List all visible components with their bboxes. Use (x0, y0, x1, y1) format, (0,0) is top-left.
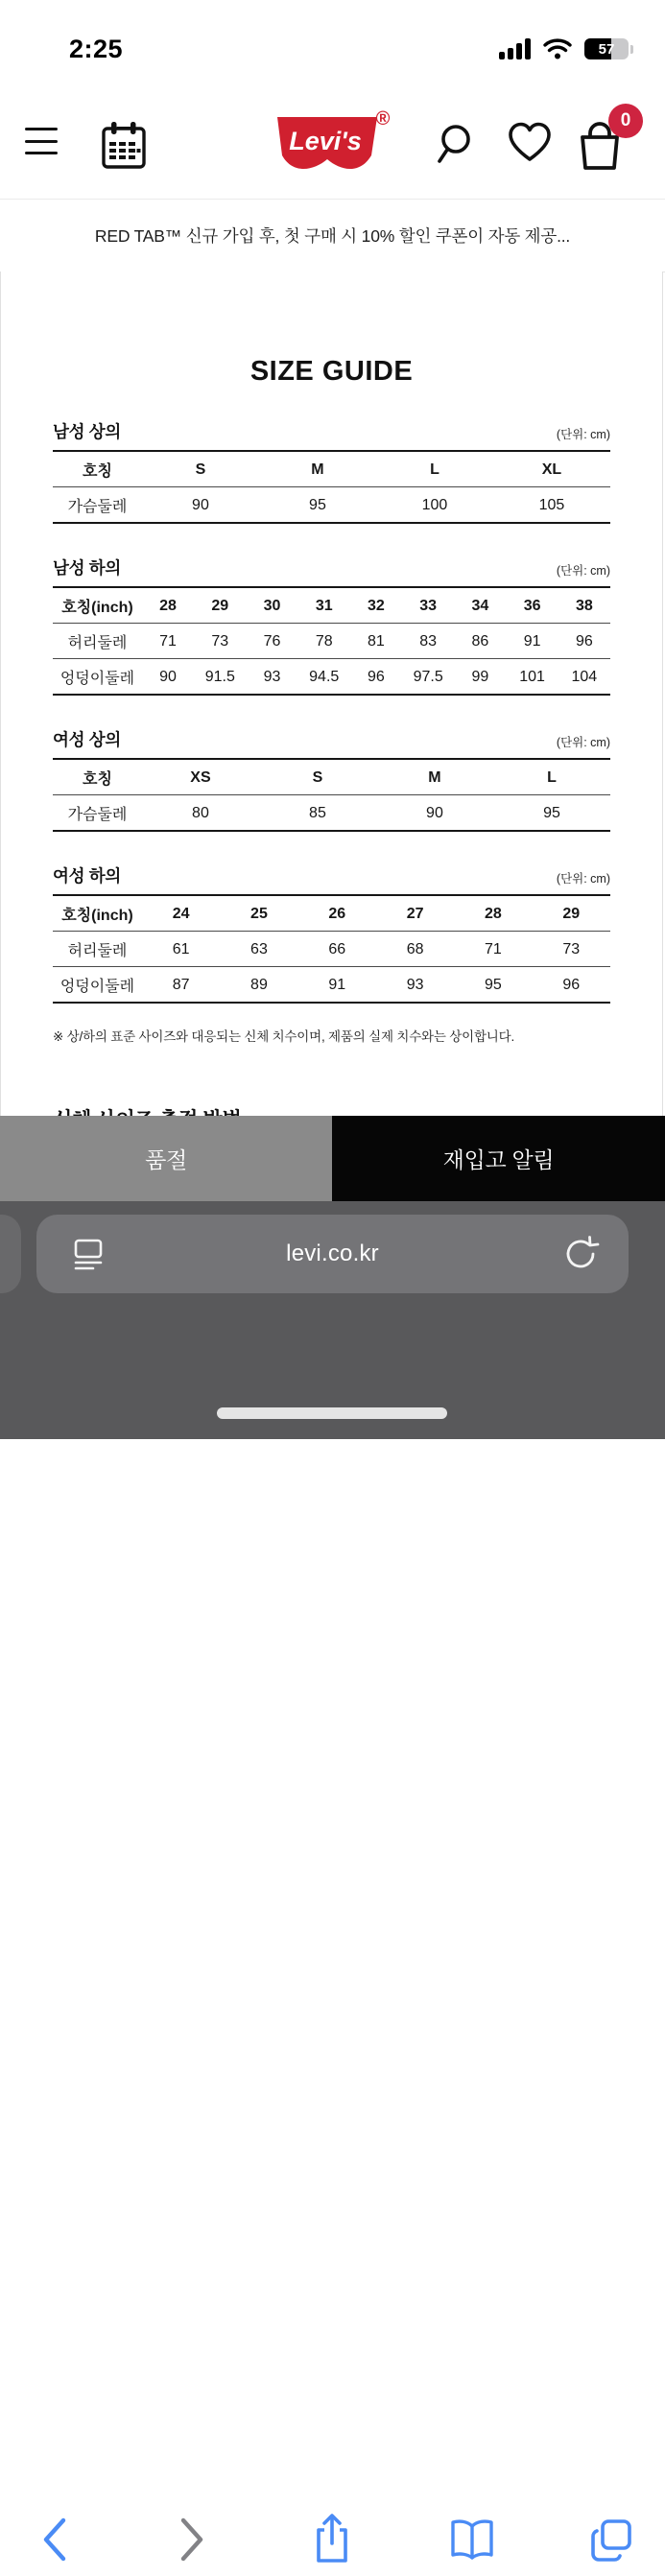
value-cell: 28 (485, 905, 502, 922)
table-row (53, 487, 610, 524)
back-icon[interactable] (32, 2509, 78, 2570)
value-cell: XL (541, 461, 562, 478)
value-cell: 63 (220, 932, 297, 967)
tabs-icon[interactable] (588, 2509, 634, 2570)
row-label-cell: 허리둘레 (53, 624, 142, 659)
value-cell: 94.5 (298, 659, 350, 696)
sold-out-button[interactable]: 품절 (0, 1116, 332, 1201)
value-cell: 86 (454, 624, 506, 659)
value-cell: 95 (259, 487, 376, 524)
value-cell: 104 (558, 659, 610, 696)
value-cell: 101 (506, 659, 558, 696)
mens-bottoms-table (53, 586, 610, 696)
value-cell: 90 (142, 487, 259, 524)
table-row (53, 967, 610, 1004)
value-cell: 71 (454, 932, 532, 967)
restock-alert-button[interactable]: 재입고 알림 (332, 1116, 665, 1201)
home-indicator[interactable] (217, 1407, 447, 1419)
value-cell: 99 (454, 659, 506, 696)
battery-percent: 57 (598, 40, 615, 58)
product-action-bar (0, 1116, 665, 1201)
value-cell: L (430, 461, 439, 478)
value-cell: 93 (376, 967, 454, 1004)
womens-tops-table (53, 758, 610, 832)
levis-logo[interactable] (272, 109, 394, 184)
value-cell: 91 (506, 624, 558, 659)
battery-icon (584, 38, 629, 59)
value-cell: 85 (259, 795, 376, 832)
row-label-cell: 호칭 (83, 771, 112, 788)
table-row (53, 895, 610, 932)
section-title: 남성 상의 (53, 422, 121, 441)
size-guide-title: SIZE GUIDE (249, 356, 414, 387)
mens-tops-table (53, 450, 610, 524)
unit-label: (단위: cm) (556, 872, 610, 886)
value-cell: 34 (471, 597, 489, 614)
reader-icon[interactable] (69, 1235, 107, 1273)
section-womens-tops (53, 727, 610, 832)
row-label-cell: 호칭 (83, 463, 112, 480)
table-row (53, 451, 610, 487)
value-cell: 90 (376, 795, 493, 832)
table-row (53, 795, 610, 832)
promo-text: RED TAB™ 신규 가입 후, 첫 구매 시 10% 할인 쿠폰이 자동 제공... (94, 226, 571, 246)
wishlist-heart-icon[interactable] (507, 121, 553, 165)
value-cell: 96 (350, 659, 402, 696)
search-icon[interactable] (436, 121, 480, 169)
value-cell: L (547, 768, 557, 786)
table-row (53, 659, 610, 696)
cell-signal-icon (499, 38, 531, 59)
promo-banner[interactable] (0, 200, 665, 272)
value-cell: XS (190, 768, 211, 786)
value-cell: 90 (142, 659, 194, 696)
value-cell: 95 (454, 967, 532, 1004)
value-cell: 91.5 (194, 659, 246, 696)
section-title: 여성 상의 (53, 730, 121, 749)
value-cell: 81 (350, 624, 402, 659)
value-cell: 80 (142, 795, 259, 832)
value-cell: M (428, 768, 441, 786)
row-label-cell: 엉덩이둘레 (53, 967, 142, 1004)
value-cell: 25 (250, 905, 268, 922)
address-bar[interactable] (36, 1215, 629, 1293)
womens-bottoms-table (53, 894, 610, 1004)
previous-tab-peek[interactable] (0, 1215, 21, 1293)
section-title: 남성 하의 (53, 558, 121, 578)
value-cell: 27 (406, 905, 424, 922)
value-cell: 96 (533, 967, 610, 1004)
section-mens-tops (53, 419, 610, 524)
value-cell: 66 (298, 932, 376, 967)
value-cell: 28 (159, 597, 177, 614)
value-cell: 29 (562, 905, 581, 922)
section-mens-bottoms (53, 555, 610, 696)
wifi-icon (543, 38, 572, 59)
value-cell: 83 (402, 624, 454, 659)
status-time: 2:25 (69, 35, 124, 63)
safari-toolbar (0, 2509, 665, 2576)
value-cell: 68 (376, 932, 454, 967)
unit-label: (단위: cm) (556, 736, 610, 749)
value-cell: 76 (246, 624, 297, 659)
value-cell: M (311, 461, 324, 478)
value-cell: 30 (263, 597, 281, 614)
forward-icon[interactable] (169, 2509, 215, 2570)
value-cell: 26 (328, 905, 346, 922)
value-cell: 73 (533, 932, 610, 967)
row-label-cell: 호칭(inch) (61, 908, 133, 924)
value-cell: 36 (523, 597, 541, 614)
section-title: 여성 하의 (53, 866, 121, 886)
table-row (53, 587, 610, 624)
safari-bottom-chrome (0, 1201, 665, 1439)
row-label-cell: 가슴둘레 (53, 487, 142, 524)
value-cell: 38 (575, 597, 593, 614)
table-row (53, 759, 610, 795)
url-text: levi.co.kr (286, 1241, 379, 1266)
registered-mark: ® (375, 108, 391, 130)
section-womens-bottoms (53, 863, 610, 1004)
table-row (53, 624, 610, 659)
row-label-cell: 엉덩이둘레 (53, 659, 142, 696)
value-cell: S (312, 768, 323, 786)
value-cell: 93 (246, 659, 297, 696)
value-cell: 100 (376, 487, 493, 524)
refresh-icon[interactable] (561, 1234, 602, 1274)
bookmarks-icon[interactable] (449, 2509, 495, 2570)
value-cell: 33 (419, 597, 438, 614)
cart-badge: 0 (608, 104, 643, 138)
row-label-cell: 호칭(inch) (61, 600, 133, 616)
value-cell: 31 (315, 597, 333, 614)
value-cell: 32 (368, 597, 385, 614)
value-cell: 97.5 (402, 659, 454, 696)
site-header (0, 96, 665, 200)
battery-nub (630, 45, 633, 54)
store-calendar-icon[interactable] (100, 119, 148, 173)
value-cell: 71 (142, 624, 194, 659)
value-cell: 78 (298, 624, 350, 659)
value-cell: S (195, 461, 206, 478)
status-bar (0, 0, 665, 96)
menu-icon[interactable] (25, 128, 58, 154)
size-guide-panel (0, 272, 663, 1116)
value-cell: 87 (142, 967, 220, 1004)
levis-logo-text: Levi's (289, 127, 362, 155)
value-cell: 89 (220, 967, 297, 1004)
row-label-cell: 가슴둘레 (53, 795, 142, 832)
table-row (53, 932, 610, 967)
size-guide-footnote: ※ 상/하의 표준 사이즈와 대응되는 신체 치수이며, 제품의 실제 치수와는 상이합니다. (53, 1029, 515, 1044)
value-cell: 73 (194, 624, 246, 659)
unit-label: (단위: cm) (556, 428, 610, 441)
value-cell: 105 (493, 487, 610, 524)
row-label-cell: 허리둘레 (53, 932, 142, 967)
value-cell: 61 (142, 932, 220, 967)
value-cell: 24 (172, 905, 190, 922)
share-icon[interactable] (309, 2509, 355, 2570)
value-cell: 29 (211, 597, 229, 614)
value-cell: 95 (493, 795, 610, 832)
value-cell: 91 (298, 967, 376, 1004)
unit-label: (단위: cm) (556, 564, 610, 578)
value-cell: 96 (558, 624, 610, 659)
